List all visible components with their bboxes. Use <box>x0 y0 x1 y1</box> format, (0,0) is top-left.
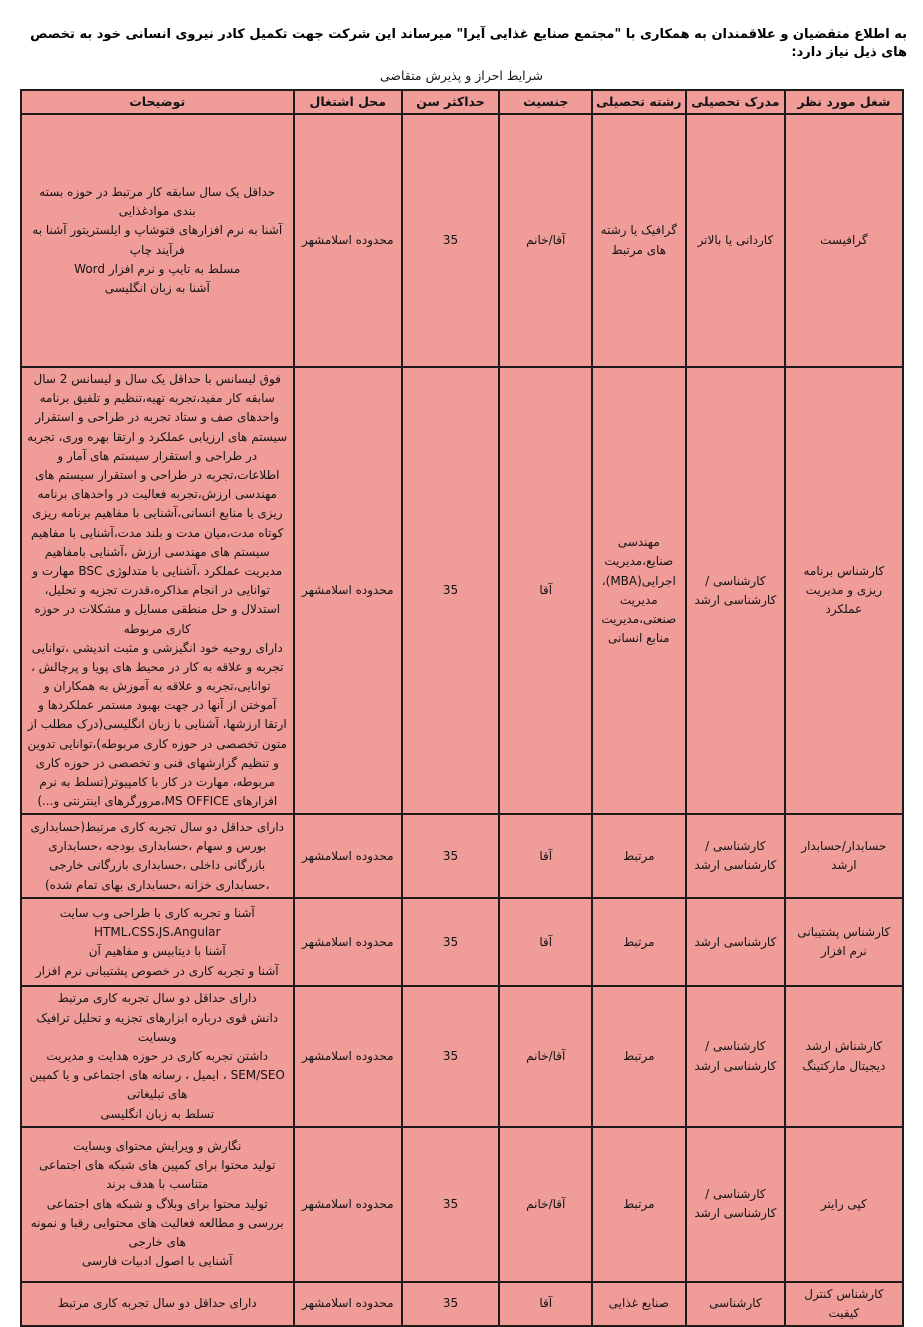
cell-field: مرتبط <box>592 986 685 1126</box>
header-degree: مدرک تحصیلی <box>686 90 786 114</box>
header-location: محل اشتغال <box>294 90 402 114</box>
cell-field: صنایع غذایی <box>592 1282 685 1326</box>
table-row <box>21 898 903 986</box>
description-line: داشتن تجربه کاری در حوزه هدایت و مدیریت SEM/SEO ، ایمیل ، رسانه های اجتماعی و یا کمپین های تبلیغاتی <box>29 1048 285 1102</box>
cell-max-age: 35 <box>402 1127 500 1282</box>
cell-location: محدوده اسلامشهر <box>294 1282 402 1326</box>
cell-degree: کارشناسی <box>686 1282 786 1326</box>
description-line: آشنا به زبان انگلیسی <box>104 280 210 295</box>
description-line: بررسی و مطالعه فعالیت های محتوایی رقبا و نمونه های خارجی <box>30 1215 284 1249</box>
cell-gender: آقا <box>499 898 592 986</box>
cell-field: مهندسی صنایع،مدیریت اجرایی(MBA)، مدیریت صنعتی،مدیریت منابع انسانی <box>592 367 685 814</box>
description-line: تولید محتوا برای وبلاگ و شبکه های اجتماعی <box>46 1196 268 1211</box>
description-line: دارای حداقل دو سال تجربه کاری مرتبط <box>57 991 257 1006</box>
cell-max-age: 35 <box>402 986 500 1126</box>
job-table-body <box>21 114 903 1326</box>
cell-job: گرافیست <box>785 114 902 367</box>
cell-job: کپی رایتر <box>785 1127 902 1282</box>
description-line: مسلط به تایپ و نرم افزار Word <box>74 261 241 276</box>
cell-field: مرتبط <box>592 1127 685 1282</box>
cell-field: مرتبط <box>592 814 685 898</box>
cell-degree: کارشناسی / کارشناسی ارشد <box>686 814 786 898</box>
cell-max-age: 35 <box>402 114 500 367</box>
header-max-age: حداکثر سن <box>402 90 500 114</box>
cell-description <box>21 367 294 814</box>
cell-description <box>21 114 294 367</box>
cell-description <box>21 1282 294 1326</box>
header-gender: جنسیت <box>499 90 592 114</box>
cell-max-age: 35 <box>402 1282 500 1326</box>
description-line: دارای روحیه خود انگیزشی و مثبت اندیشی ،توانایی تجربه و علاقه به کار در محیط های پویا و پرچالش ، توانایی،تجربه و علاقه به آموزش به همکاران و آموختن از آنها در جهت بهبود مستمر عملکردها و ارتقا ارزشها، آشنایی با زبان انگلیسی(درک مطلب از متون تخصصی در حوزه کاری مربوطه)،توانایی تدوین و تنظیم گزارشهای فنی و تخصصی در حوزه کاری مربوطه، مهارت در کار با کامپیوتر(تسلط به نرم افزارهای MS OFFICE،مرورگرهای اینترنتی و...) <box>27 640 287 809</box>
cell-gender: آقا <box>499 814 592 898</box>
cell-description <box>21 1127 294 1282</box>
cell-job: کارشناس برنامه ریزی و مدیریت عملکرد <box>785 367 902 814</box>
cell-description <box>21 898 294 986</box>
cell-location: محدوده اسلامشهر <box>294 986 402 1126</box>
cell-gender: آقا <box>499 367 592 814</box>
table-row <box>21 986 903 1126</box>
description-line: دانش قوی درباره ابزارهای تجزیه و تحلیل ترافیک وبسایت <box>36 1010 279 1044</box>
cell-description <box>21 986 294 1126</box>
description-line: آشنا و تجربه کاری در خصوص پشتیبانی نرم افزار <box>35 963 279 978</box>
cell-field: گرافیک یا رشته های مرتبط <box>592 114 685 367</box>
table-header-row <box>21 90 903 114</box>
cell-description <box>21 814 294 898</box>
cell-gender: آقا/خانم <box>499 986 592 1126</box>
header-job: شغل مورد نظر <box>785 90 902 114</box>
description-line: فوق لیسانس با حداقل یک سال و لیسانس 2 سال سابقه کار مفید،تجربه تهیه،تنظیم و تلفیق برنامه واحدهای صف و ستاد تجربه در طراحی و استقرار سیستم های ارزیابی عملکرد و ارتقا بهره وری، تجربه در طراحی و استقرار سیستم های آمار و اطلاعات،تجربه در طراحی و استقرار سیستم های مهندسی ارزش،تجربه فعالیت در واحدهای برنامه ریزی یا منابع انسانی،آشنایی با مفاهیم برنامه ریزی کوتاه مدت،میان مدت و بلند مدت،آشنایی با مفاهیم سیستم های مهندسی ارزش ،آشنایی بامفاهیم مدیریت عملکرد ،آشنایی با متدلوژی BSC مهارت و توانایی در انجام مذاکره،قدرت تجزیه و تحلیل، استدلال و حل منطقی مسایل و مشکلات در حوزه کاری مربوطه <box>27 372 288 636</box>
cell-location: محدوده اسلامشهر <box>294 1127 402 1282</box>
page-subtitle: شرایط احراز و پذیرش متقاضی <box>379 68 544 84</box>
scanned-job-ad-page <box>0 26 923 1320</box>
description-line: نگارش و ویرایش محتوای وبسایت <box>73 1139 242 1154</box>
page-title: به اطلاع متقضیان و علاقمندان به همکاری با "مجتمع صنایع غذایی آیرا" میرساند این شرکت جهت تکمیل کادر نیروی انسانی خود به تخصص های ذیل نیاز دارد: <box>30 27 907 60</box>
cell-gender: آقا/خانم <box>499 1127 592 1282</box>
table-row <box>21 367 903 814</box>
description-line: آشنا به نرم افزارهای فتوشاپ و ایلستریتور آشنا به فرآیند چاپ <box>32 223 283 257</box>
cell-degree: کارشناسی / کارشناسی ارشد <box>686 1127 786 1282</box>
table-row <box>21 1127 903 1282</box>
cell-degree: کارشناسی / کارشناسی ارشد <box>686 986 786 1126</box>
cell-job: کارشناش ارشد دیجیتال مارکتینگ <box>785 986 902 1126</box>
cell-location: محدوده اسلامشهر <box>294 814 402 898</box>
cell-max-age: 35 <box>402 814 500 898</box>
description-line: حداقل یک سال سابقه کار مرتبط در حوزه بسته بندی موادغذایی <box>39 185 276 219</box>
cell-field: مرتبط <box>592 898 685 986</box>
cell-location: محدوده اسلامشهر <box>294 367 402 814</box>
table-row <box>21 814 903 898</box>
cell-location: محدوده اسلامشهر <box>294 114 402 367</box>
cell-job: کارشناس کنترل کیفیت <box>785 1282 902 1326</box>
description-line: دارای حداقل دو سال تجربه کاری مرتبط(حسابداری بورس و سهام ،حسابداری بودجه ،حسابداری بازرگانی داخلی ،حسابداری بازرگانی خارجی ،حسابداری خزانه ،حسابداری بهای تمام شده) <box>30 820 285 892</box>
description-line: HTML،CSS،JS،Angular <box>94 925 221 940</box>
cell-location: محدوده اسلامشهر <box>294 898 402 986</box>
description-line: تسلط به زبان انگلیسی <box>100 1106 215 1121</box>
table-row <box>21 1282 903 1326</box>
table-row <box>21 114 903 367</box>
cell-max-age: 35 <box>402 898 500 986</box>
cell-degree: کارشناسی ارشد <box>686 898 786 986</box>
cell-max-age: 35 <box>402 367 500 814</box>
cell-gender: آقا <box>499 1282 592 1326</box>
description-line: آشنا و تجربه کاری با طراحی وب سایت <box>59 906 255 921</box>
cell-job: کارشناس پشتیبانی نرم افزار <box>785 898 902 986</box>
cell-job: حسابدار/حسابدار ارشد <box>785 814 902 898</box>
cell-gender: آقا/خانم <box>499 114 592 367</box>
cell-degree: کارشناسی / کارشناسی ارشد <box>686 367 786 814</box>
description-line: آشنا با دیتابیس و مفاهیم آن <box>88 944 226 959</box>
description-line: تولید محتوا برای کمپین های شبکه های اجتماعی متناسب با هدف برند <box>38 1158 276 1192</box>
job-requirements-table <box>20 89 904 1327</box>
cell-degree: کاردانی یا بالاتر <box>686 114 786 367</box>
description-line: آشنایی با اصول ادبیات فارسی <box>81 1254 233 1269</box>
description-line: دارای حداقل دو سال تجربه کاری مرتبط <box>57 1296 257 1311</box>
header-field: رشته تحصیلی <box>592 90 685 114</box>
header-description: توضیحات <box>21 90 294 114</box>
